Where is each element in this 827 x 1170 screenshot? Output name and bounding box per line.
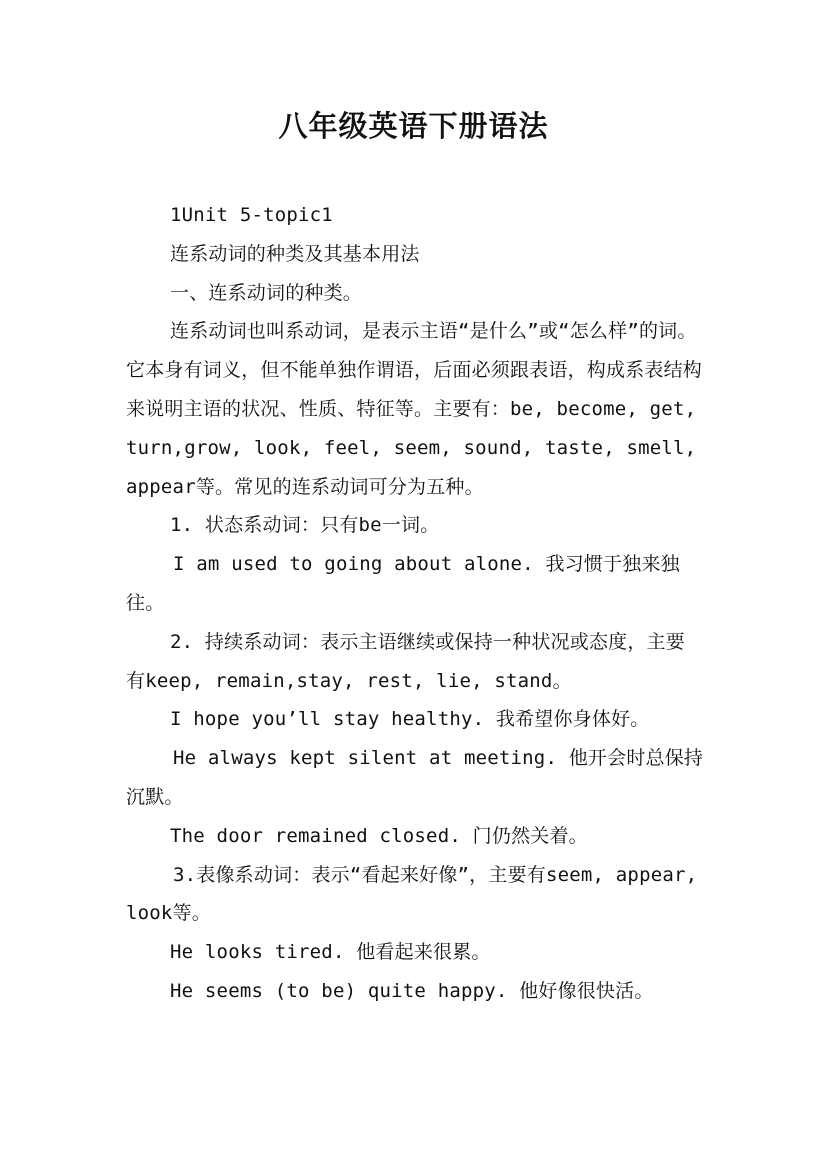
example-sentence: I am used to going about alone. 我习惯于独来独往。 — [126, 553, 680, 614]
example-sentence: He looks tired. 他看起来很累。 — [170, 941, 491, 964]
example-sentence: He always kept silent at meeting. 他开会时总保持沉默。 — [126, 747, 704, 808]
example-sentence: He seems (to be) quite happy. 他好像很快活。 — [170, 979, 654, 1002]
document-title: 八年级英语下册语法 — [278, 109, 549, 143]
example-sentence: I hope you’ll stay healthy. 我希望你身体好。 — [170, 708, 650, 731]
body-paragraph: 连系动词也叫系动词，是表示主语“是什么”或“怎么样”的词。它本身有词义，但不能单独作谓语，后面必须跟表语，构成系表结构来说明主语的状况、性质、特征等。主要有：be, become, get,turn,grow, look, feel, seem, sound, taste, smell, appear等。常见的连系动词可分为五种。 — [126, 320, 703, 498]
list-item: 1. 状态系动词：只有be一词。 — [170, 514, 440, 537]
subsection-heading: 一、连系动词的种类。 — [170, 281, 363, 304]
list-item: 2. 持续系动词：表示主语继续或保持一种状况或态度，主要有keep, remain,stay, rest, lie, stand。 — [126, 630, 685, 692]
list-item: 3.表像系动词：表示“看起来好像”，主要有seem, appear, look等。 — [126, 863, 698, 925]
unit-heading: 1Unit 5-topic1 — [170, 204, 333, 226]
example-sentence: The door remained closed. 门仍然关着。 — [170, 824, 588, 847]
section-heading: 连系动词的种类及其基本用法 — [170, 242, 420, 265]
document-body — [126, 196, 704, 1011]
